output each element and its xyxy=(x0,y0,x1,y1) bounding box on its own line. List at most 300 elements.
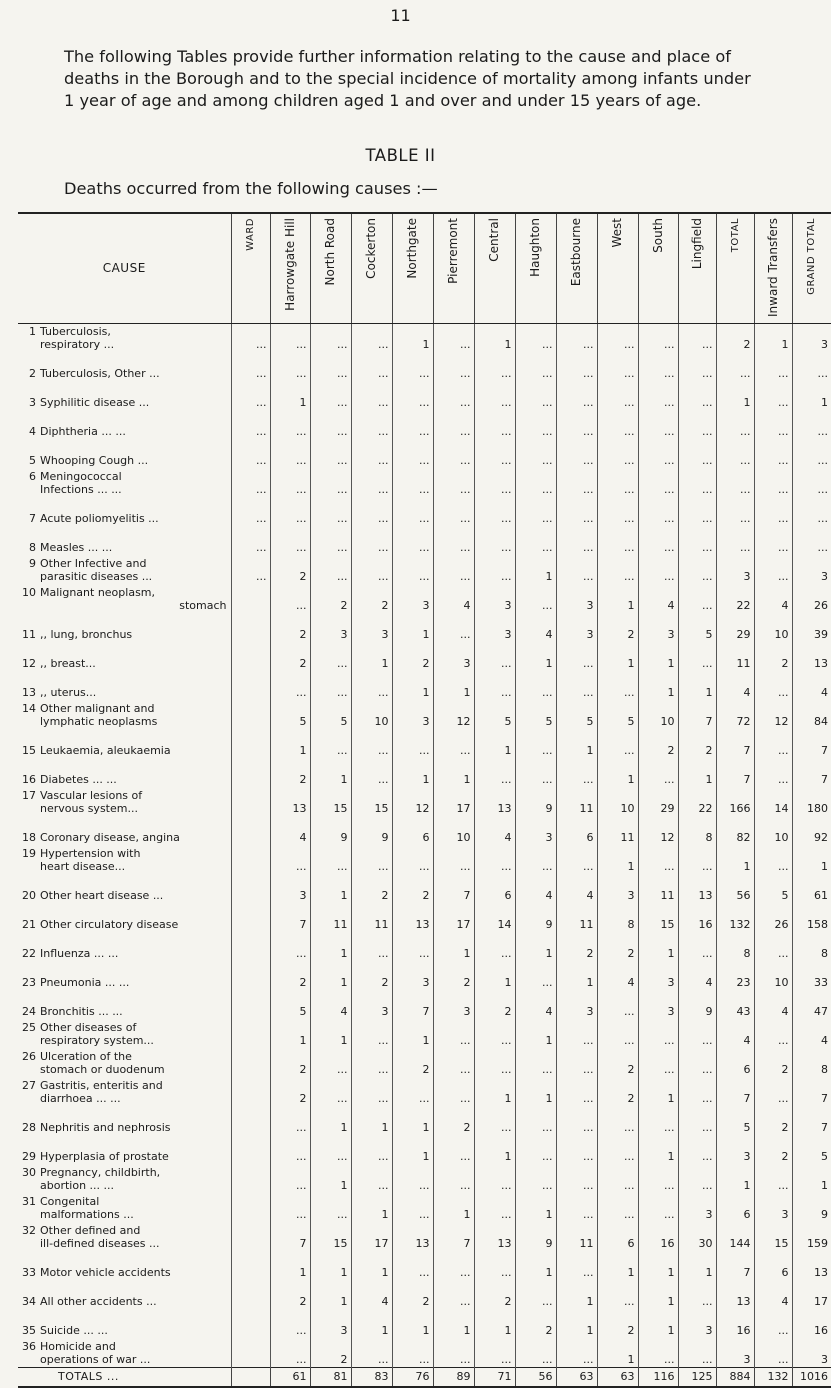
value-cell: 1 xyxy=(392,613,433,642)
value-cell: 1 xyxy=(515,642,556,671)
ward-header: Pierremont xyxy=(433,213,474,323)
value-cell: ... xyxy=(716,352,754,381)
ward-header: Harrowgate Hill xyxy=(270,213,310,323)
value-cell: 4 xyxy=(351,1280,392,1309)
value-cell: ... xyxy=(597,1106,638,1135)
value-cell xyxy=(231,961,270,990)
value-cell: 3 xyxy=(638,961,678,990)
value-cell: ... xyxy=(270,439,310,468)
value-cell: ... xyxy=(754,1164,792,1193)
value-cell: ... xyxy=(754,526,792,555)
value-cell: ... xyxy=(556,1251,597,1280)
cause-number: 2 xyxy=(29,367,36,380)
value-cell: ... xyxy=(597,671,638,700)
value-cell: ... xyxy=(474,1048,515,1077)
value-cell: 1 xyxy=(351,1251,392,1280)
value-cell: 3 xyxy=(556,584,597,613)
value-cell xyxy=(231,729,270,758)
value-cell: 1 xyxy=(716,381,754,410)
value-cell: ... xyxy=(678,468,716,497)
value-cell: 11 xyxy=(310,903,351,932)
value-cell: ... xyxy=(310,323,351,352)
value-cell: ... xyxy=(392,497,433,526)
value-cell: 2 xyxy=(433,961,474,990)
value-cell: ... xyxy=(754,497,792,526)
cause-text: Other malignant and xyxy=(40,702,155,715)
totals-row xyxy=(18,1367,831,1387)
value-cell: 6 xyxy=(474,874,515,903)
table-title: TABLE II xyxy=(365,146,436,165)
value-cell: ... xyxy=(474,671,515,700)
value-cell: 3 xyxy=(310,1309,351,1338)
total-cell: 884 xyxy=(716,1367,754,1387)
cause-cell xyxy=(18,410,231,439)
cause-number: 8 xyxy=(29,541,36,554)
cause-number: 11 xyxy=(22,628,36,641)
value-cell: 3 xyxy=(716,1135,754,1164)
value-cell: ... xyxy=(556,671,597,700)
value-cell: ... xyxy=(433,497,474,526)
ward-header: Central xyxy=(474,213,515,323)
value-cell: 1 xyxy=(716,1164,754,1193)
value-cell: ... xyxy=(270,497,310,526)
value-cell: ... xyxy=(392,381,433,410)
value-cell: 13 xyxy=(678,874,716,903)
value-cell: 10 xyxy=(754,961,792,990)
value-cell: 29 xyxy=(638,787,678,816)
value-cell: 2 xyxy=(392,1048,433,1077)
cause-cell xyxy=(18,439,231,468)
cause-cell xyxy=(18,1338,231,1367)
cause-text: Leukaemia, aleukaemia xyxy=(40,744,171,757)
value-cell: 4 xyxy=(515,613,556,642)
value-cell: 3 xyxy=(792,1338,831,1367)
cause-cell xyxy=(18,729,231,758)
cause-text: Coronary disease, angina xyxy=(40,831,180,844)
value-cell: ... xyxy=(433,1019,474,1048)
table-body xyxy=(18,323,831,1367)
cause-text: malformations ... xyxy=(40,1208,134,1221)
value-cell: ... xyxy=(474,1019,515,1048)
total-cell: 61 xyxy=(270,1367,310,1387)
value-cell: 2 xyxy=(351,874,392,903)
value-cell: 9 xyxy=(515,787,556,816)
value-cell: ... xyxy=(597,1164,638,1193)
cause-cell xyxy=(18,613,231,642)
value-cell: ... xyxy=(433,729,474,758)
cause-cell xyxy=(18,1251,231,1280)
value-cell: 158 xyxy=(792,903,831,932)
value-cell: 4 xyxy=(638,584,678,613)
value-cell: ... xyxy=(556,1193,597,1222)
cause-text: Acute poliomyelitis ... xyxy=(40,512,159,525)
value-cell: 11 xyxy=(716,642,754,671)
value-cell: 33 xyxy=(792,961,831,990)
value-cell: 2 xyxy=(597,1048,638,1077)
value-cell: 2 xyxy=(754,1106,792,1135)
value-cell: ... xyxy=(678,497,716,526)
value-cell: 4 xyxy=(270,816,310,845)
table-row xyxy=(18,1135,831,1164)
ward-header: Lingfield xyxy=(678,213,716,323)
cause-text: Syphilitic disease ... xyxy=(40,396,150,409)
value-cell xyxy=(231,700,270,729)
table-row xyxy=(18,1019,831,1048)
value-cell: 1 xyxy=(597,642,638,671)
value-cell: 17 xyxy=(351,1222,392,1251)
value-cell: 6 xyxy=(556,816,597,845)
table-row xyxy=(18,381,831,410)
cause-number: 20 xyxy=(22,889,36,902)
value-cell xyxy=(231,1077,270,1106)
value-cell: ... xyxy=(433,613,474,642)
value-cell: ... xyxy=(351,932,392,961)
table-row xyxy=(18,700,831,729)
value-cell: ... xyxy=(392,1077,433,1106)
value-cell: ... xyxy=(351,381,392,410)
value-cell: 1 xyxy=(310,758,351,787)
value-cell: ... xyxy=(638,497,678,526)
value-cell: 7 xyxy=(792,1077,831,1106)
value-cell: ... xyxy=(638,845,678,874)
value-cell: ... xyxy=(392,845,433,874)
value-cell: 13 xyxy=(716,1280,754,1309)
cause-cell xyxy=(18,787,231,816)
value-cell: 2 xyxy=(597,613,638,642)
value-cell: 4 xyxy=(716,1019,754,1048)
cause-number: 22 xyxy=(22,947,36,960)
cause-number: 19 xyxy=(22,847,36,860)
value-cell: ... xyxy=(433,1338,474,1367)
cause-number: 36 xyxy=(22,1339,36,1353)
value-cell: ... xyxy=(310,410,351,439)
total-cell: 89 xyxy=(433,1367,474,1387)
table-row xyxy=(18,729,831,758)
value-cell: ... xyxy=(515,468,556,497)
ward-header: Cockerton xyxy=(351,213,392,323)
value-cell: ... xyxy=(597,352,638,381)
value-cell: ... xyxy=(678,584,716,613)
cause-text: Other defined and xyxy=(40,1224,141,1237)
cause-text: stomach or duodenum xyxy=(40,1063,165,1076)
value-cell: 7 xyxy=(270,903,310,932)
value-cell: 10 xyxy=(754,613,792,642)
value-cell: 1 xyxy=(270,729,310,758)
cause-number: 12 xyxy=(22,657,36,670)
value-cell: ... xyxy=(792,468,831,497)
value-cell: ... xyxy=(597,1019,638,1048)
total-cell: 81 xyxy=(310,1367,351,1387)
page-number: 11 xyxy=(390,6,411,25)
value-cell: 10 xyxy=(597,787,638,816)
value-cell xyxy=(231,1309,270,1338)
value-cell: ... xyxy=(515,1135,556,1164)
value-cell: ... xyxy=(270,845,310,874)
value-cell: ... xyxy=(754,1077,792,1106)
total-cell: 116 xyxy=(638,1367,678,1387)
value-cell: 1 xyxy=(351,642,392,671)
table-row xyxy=(18,758,831,787)
cause-number: 29 xyxy=(22,1150,36,1163)
value-cell: ... xyxy=(231,555,270,584)
value-cell: ... xyxy=(433,381,474,410)
cause-text: Ulceration of the xyxy=(40,1050,132,1063)
value-cell: 3 xyxy=(474,584,515,613)
value-cell: ... xyxy=(556,439,597,468)
cause-cell xyxy=(18,526,231,555)
cause-text: Other circulatory disease xyxy=(40,918,179,931)
value-cell: ... xyxy=(638,1193,678,1222)
value-cell: 3 xyxy=(433,642,474,671)
cause-text: abortion ... ... xyxy=(40,1179,115,1192)
cause-cell xyxy=(18,1135,231,1164)
cause-number: 32 xyxy=(22,1224,36,1237)
value-cell: ... xyxy=(351,468,392,497)
cause-text: ,, breast... xyxy=(40,657,96,670)
value-cell: 1 xyxy=(474,1135,515,1164)
value-cell: ... xyxy=(310,642,351,671)
value-cell: 1 xyxy=(638,1309,678,1338)
value-cell: ... xyxy=(754,410,792,439)
value-cell: ... xyxy=(678,1048,716,1077)
value-cell: 1 xyxy=(515,1193,556,1222)
table-row xyxy=(18,1048,831,1077)
value-cell: 11 xyxy=(597,816,638,845)
cause-text: Other Infective and xyxy=(40,557,147,570)
table-row xyxy=(18,1251,831,1280)
table-row xyxy=(18,584,831,613)
totals-label: TOTALS ... xyxy=(18,1367,231,1387)
cause-text: respiratory system... xyxy=(40,1034,154,1047)
value-cell: ... xyxy=(754,381,792,410)
value-cell xyxy=(231,1106,270,1135)
value-cell: ... xyxy=(351,439,392,468)
value-cell: 1 xyxy=(638,1251,678,1280)
value-cell: 1 xyxy=(638,671,678,700)
value-cell: 92 xyxy=(792,816,831,845)
value-cell: 1 xyxy=(392,1106,433,1135)
value-cell: ... xyxy=(716,410,754,439)
value-cell: ... xyxy=(792,526,831,555)
total-cell: 125 xyxy=(678,1367,716,1387)
table-row xyxy=(18,1164,831,1193)
value-cell: 10 xyxy=(754,816,792,845)
cause-cell xyxy=(18,1106,231,1135)
value-cell: ... xyxy=(515,1106,556,1135)
value-cell: ... xyxy=(515,1280,556,1309)
cause-cell xyxy=(18,1019,231,1048)
value-cell: 2 xyxy=(754,1135,792,1164)
value-cell: 4 xyxy=(754,584,792,613)
value-cell xyxy=(231,874,270,903)
value-cell: 17 xyxy=(433,787,474,816)
value-cell: 4 xyxy=(515,990,556,1019)
value-cell: 13 xyxy=(392,903,433,932)
cause-cell xyxy=(18,671,231,700)
value-cell: ... xyxy=(270,1309,310,1338)
cause-number: 10 xyxy=(22,586,36,599)
ward-header: WARD xyxy=(231,213,270,323)
value-cell: ... xyxy=(556,381,597,410)
value-cell: 5 xyxy=(678,613,716,642)
cause-cell xyxy=(18,1280,231,1309)
table-row xyxy=(18,1309,831,1338)
cause-cell xyxy=(18,1077,231,1106)
value-cell: 2 xyxy=(678,729,716,758)
value-cell: 10 xyxy=(638,700,678,729)
value-cell xyxy=(231,1193,270,1222)
value-cell: ... xyxy=(678,410,716,439)
value-cell: ... xyxy=(597,555,638,584)
value-cell: 1 xyxy=(392,1135,433,1164)
value-cell: ... xyxy=(474,758,515,787)
value-cell: ... xyxy=(433,1048,474,1077)
value-cell: ... xyxy=(638,526,678,555)
value-cell: 16 xyxy=(792,1309,831,1338)
cause-cell xyxy=(18,961,231,990)
value-cell: 1 xyxy=(556,961,597,990)
value-cell: 7 xyxy=(716,729,754,758)
cause-text: Infections ... ... xyxy=(40,483,122,496)
value-cell: ... xyxy=(678,323,716,352)
value-cell: ... xyxy=(638,1019,678,1048)
value-cell: 5 xyxy=(792,1135,831,1164)
value-cell: 3 xyxy=(392,700,433,729)
value-cell: ... xyxy=(474,526,515,555)
value-cell: ... xyxy=(638,381,678,410)
cause-cell xyxy=(18,642,231,671)
table-row xyxy=(18,526,831,555)
value-cell: 5 xyxy=(597,700,638,729)
value-cell: ... xyxy=(351,758,392,787)
value-cell: ... xyxy=(310,352,351,381)
value-cell: ... xyxy=(433,439,474,468)
value-cell: 11 xyxy=(556,903,597,932)
value-cell: 2 xyxy=(351,584,392,613)
value-cell: 15 xyxy=(310,1222,351,1251)
value-cell: 132 xyxy=(716,903,754,932)
value-cell: 4 xyxy=(310,990,351,1019)
value-cell: 3 xyxy=(270,874,310,903)
value-cell: 4 xyxy=(556,874,597,903)
value-cell: 9 xyxy=(310,816,351,845)
value-cell: 3 xyxy=(597,874,638,903)
value-cell: 2 xyxy=(597,1077,638,1106)
value-cell: ... xyxy=(754,352,792,381)
value-cell: ... xyxy=(754,932,792,961)
total-cell xyxy=(231,1367,270,1387)
value-cell: 15 xyxy=(310,787,351,816)
cause-text: Diphtheria ... ... xyxy=(40,425,126,438)
ward-header: North Road xyxy=(310,213,351,323)
table-row xyxy=(18,1280,831,1309)
value-cell: ... xyxy=(351,526,392,555)
value-cell: ... xyxy=(754,729,792,758)
cause-cell xyxy=(18,584,231,613)
cause-number: 35 xyxy=(22,1324,36,1337)
value-cell: 4 xyxy=(754,990,792,1019)
value-cell: ... xyxy=(231,468,270,497)
value-cell: 9 xyxy=(515,903,556,932)
value-cell: 39 xyxy=(792,613,831,642)
cause-number: 25 xyxy=(22,1021,36,1034)
value-cell: 1 xyxy=(754,323,792,352)
table-row xyxy=(18,323,831,352)
value-cell: ... xyxy=(270,323,310,352)
cause-cell xyxy=(18,758,231,787)
value-cell: ... xyxy=(597,497,638,526)
cause-number: 30 xyxy=(22,1166,36,1179)
value-cell: ... xyxy=(270,584,310,613)
cause-cell xyxy=(18,1164,231,1193)
total-cell: 63 xyxy=(597,1367,638,1387)
value-cell: ... xyxy=(716,468,754,497)
value-cell: ... xyxy=(638,352,678,381)
value-cell: 13 xyxy=(392,1222,433,1251)
value-cell: 2 xyxy=(310,1338,351,1367)
value-cell: 4 xyxy=(754,1280,792,1309)
value-cell: 2 xyxy=(310,584,351,613)
value-cell: 1 xyxy=(716,845,754,874)
value-cell: ... xyxy=(392,468,433,497)
value-cell: ... xyxy=(556,352,597,381)
table-row xyxy=(18,1338,831,1367)
value-cell: ... xyxy=(515,497,556,526)
table-subtitle: Deaths occurred from the following causes :— xyxy=(64,179,438,198)
value-cell: 7 xyxy=(678,700,716,729)
value-cell: ... xyxy=(310,729,351,758)
value-cell: 2 xyxy=(270,1077,310,1106)
cause-text: Bronchitis ... ... xyxy=(40,1005,123,1018)
value-cell xyxy=(231,1164,270,1193)
value-cell: ... xyxy=(556,1048,597,1077)
table-row xyxy=(18,352,831,381)
value-cell: 1 xyxy=(678,671,716,700)
cause-text: Homicide and xyxy=(40,1339,116,1353)
value-cell: 1 xyxy=(792,1164,831,1193)
value-cell: ... xyxy=(474,845,515,874)
table-row xyxy=(18,1222,831,1251)
value-cell xyxy=(231,1251,270,1280)
value-cell: 3 xyxy=(678,1309,716,1338)
value-cell: 1 xyxy=(638,642,678,671)
value-cell: 4 xyxy=(597,961,638,990)
value-cell: 3 xyxy=(792,323,831,352)
table-row xyxy=(18,468,831,497)
cause-cell xyxy=(18,1193,231,1222)
table-row xyxy=(18,1193,831,1222)
value-cell: 3 xyxy=(310,613,351,642)
value-cell xyxy=(231,671,270,700)
table-row xyxy=(18,613,831,642)
value-cell: 2 xyxy=(270,961,310,990)
value-cell: 1 xyxy=(474,729,515,758)
cause-cell xyxy=(18,555,231,584)
cause-cell xyxy=(18,816,231,845)
value-cell: 1 xyxy=(392,1019,433,1048)
value-cell: 1 xyxy=(310,1280,351,1309)
value-cell: 7 xyxy=(792,758,831,787)
value-cell: ... xyxy=(556,1164,597,1193)
value-cell: ... xyxy=(754,845,792,874)
value-cell: 2 xyxy=(392,1280,433,1309)
value-cell: ... xyxy=(231,381,270,410)
value-cell: 11 xyxy=(638,874,678,903)
value-cell: ... xyxy=(597,1193,638,1222)
value-cell: ... xyxy=(474,1251,515,1280)
value-cell: 1 xyxy=(310,1164,351,1193)
cause-text: Tuberculosis, xyxy=(40,325,111,338)
